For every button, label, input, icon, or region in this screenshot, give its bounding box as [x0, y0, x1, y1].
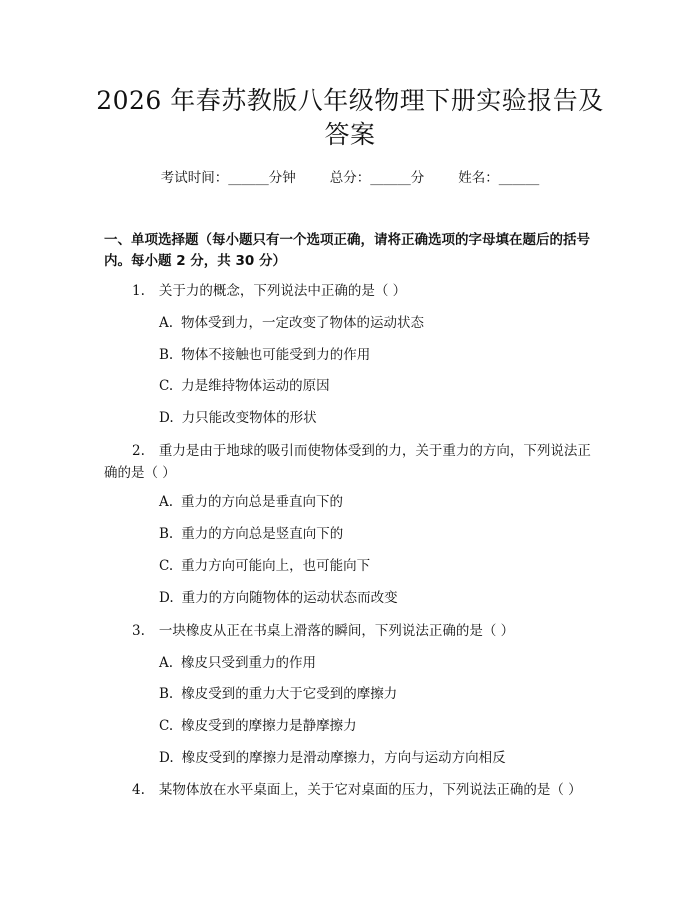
question-4	[104, 779, 604, 801]
option-letter: A.	[159, 494, 174, 510]
option-1a	[159, 312, 599, 334]
title-line-2: 答案	[324, 120, 376, 149]
option-text: 橡皮只受到重力的作用	[181, 655, 317, 671]
question-number: 4.	[132, 782, 145, 798]
option-text: 橡皮受到的重力大于它受到的摩擦力	[181, 686, 398, 702]
option-letter: B.	[159, 347, 174, 363]
option-text: 橡皮受到的摩擦力是静摩擦力	[181, 718, 357, 734]
option-2b	[159, 523, 599, 545]
option-text: 物体不接触也可能受到力的作用	[181, 347, 371, 363]
option-text: 重力的方向总是垂直向下的	[181, 494, 344, 510]
option-1d	[159, 407, 599, 429]
option-letter: B.	[159, 526, 174, 542]
option-text: 重力的方向总是竖直向下的	[181, 526, 344, 542]
question-text: 关于力的概念，下列说法中正确的是（ ）	[158, 283, 407, 299]
option-letter: A.	[159, 315, 174, 331]
question-number: 1.	[132, 283, 145, 299]
question-text: 某物体放在水平桌面上，关于它对桌面的压力，下列说法正确的是（ ）	[158, 782, 582, 798]
option-3a	[159, 652, 599, 674]
option-letter: D.	[159, 410, 174, 426]
question-2	[104, 440, 604, 484]
option-text: 力只能改变物体的形状	[181, 410, 317, 426]
exam-name: 姓名：______	[458, 170, 540, 186]
option-2a	[159, 491, 599, 513]
question-number: 2.	[132, 443, 145, 459]
option-2c	[159, 555, 599, 577]
exam-score: 总分：______分	[329, 170, 425, 186]
question-text: 重力是由于地球的吸引而使物体受到的力，关于重力的方向，下列说法正确的是（ ）	[104, 443, 591, 481]
option-text: 力是维持物体运动的原因	[181, 378, 330, 394]
question-text: 一块橡皮从正在书桌上滑落的瞬间，下列说法正确的是（ ）	[158, 623, 515, 639]
option-letter: A.	[159, 655, 174, 671]
option-3c	[159, 715, 599, 737]
option-letter: C.	[159, 378, 174, 394]
question-number: 3.	[132, 623, 145, 639]
option-text: 重力的方向随物体的运动状态而改变	[181, 590, 398, 606]
option-letter: C.	[159, 718, 174, 734]
option-text: 重力方向可能向上，也可能向下	[181, 558, 371, 574]
exam-info	[0, 168, 700, 188]
option-3b	[159, 683, 599, 705]
option-2d	[159, 587, 599, 609]
section-heading: 一、单项选择题（每小题只有一个选项正确，请将正确选项的字母填在题后的括号内。每小题 2 分，共 30 分）	[104, 232, 590, 269]
option-letter: D.	[159, 750, 174, 766]
question-3	[104, 620, 604, 642]
option-letter: C.	[159, 558, 174, 574]
option-1b	[159, 344, 599, 366]
option-3d	[159, 747, 599, 769]
option-text: 橡皮受到的摩擦力是滑动摩擦力，方向与运动方向相反	[181, 750, 506, 766]
option-letter: B.	[159, 686, 174, 702]
title-line-1: 2026 年春苏教版八年级物理下册实验报告及	[96, 86, 604, 115]
question-1	[104, 280, 604, 302]
option-1c	[159, 375, 599, 397]
exam-time: 考试时间：______分钟	[160, 170, 296, 186]
option-letter: D.	[159, 590, 174, 606]
option-text: 物体受到力，一定改变了物体的运动状态	[181, 315, 425, 331]
document-title	[90, 84, 610, 152]
